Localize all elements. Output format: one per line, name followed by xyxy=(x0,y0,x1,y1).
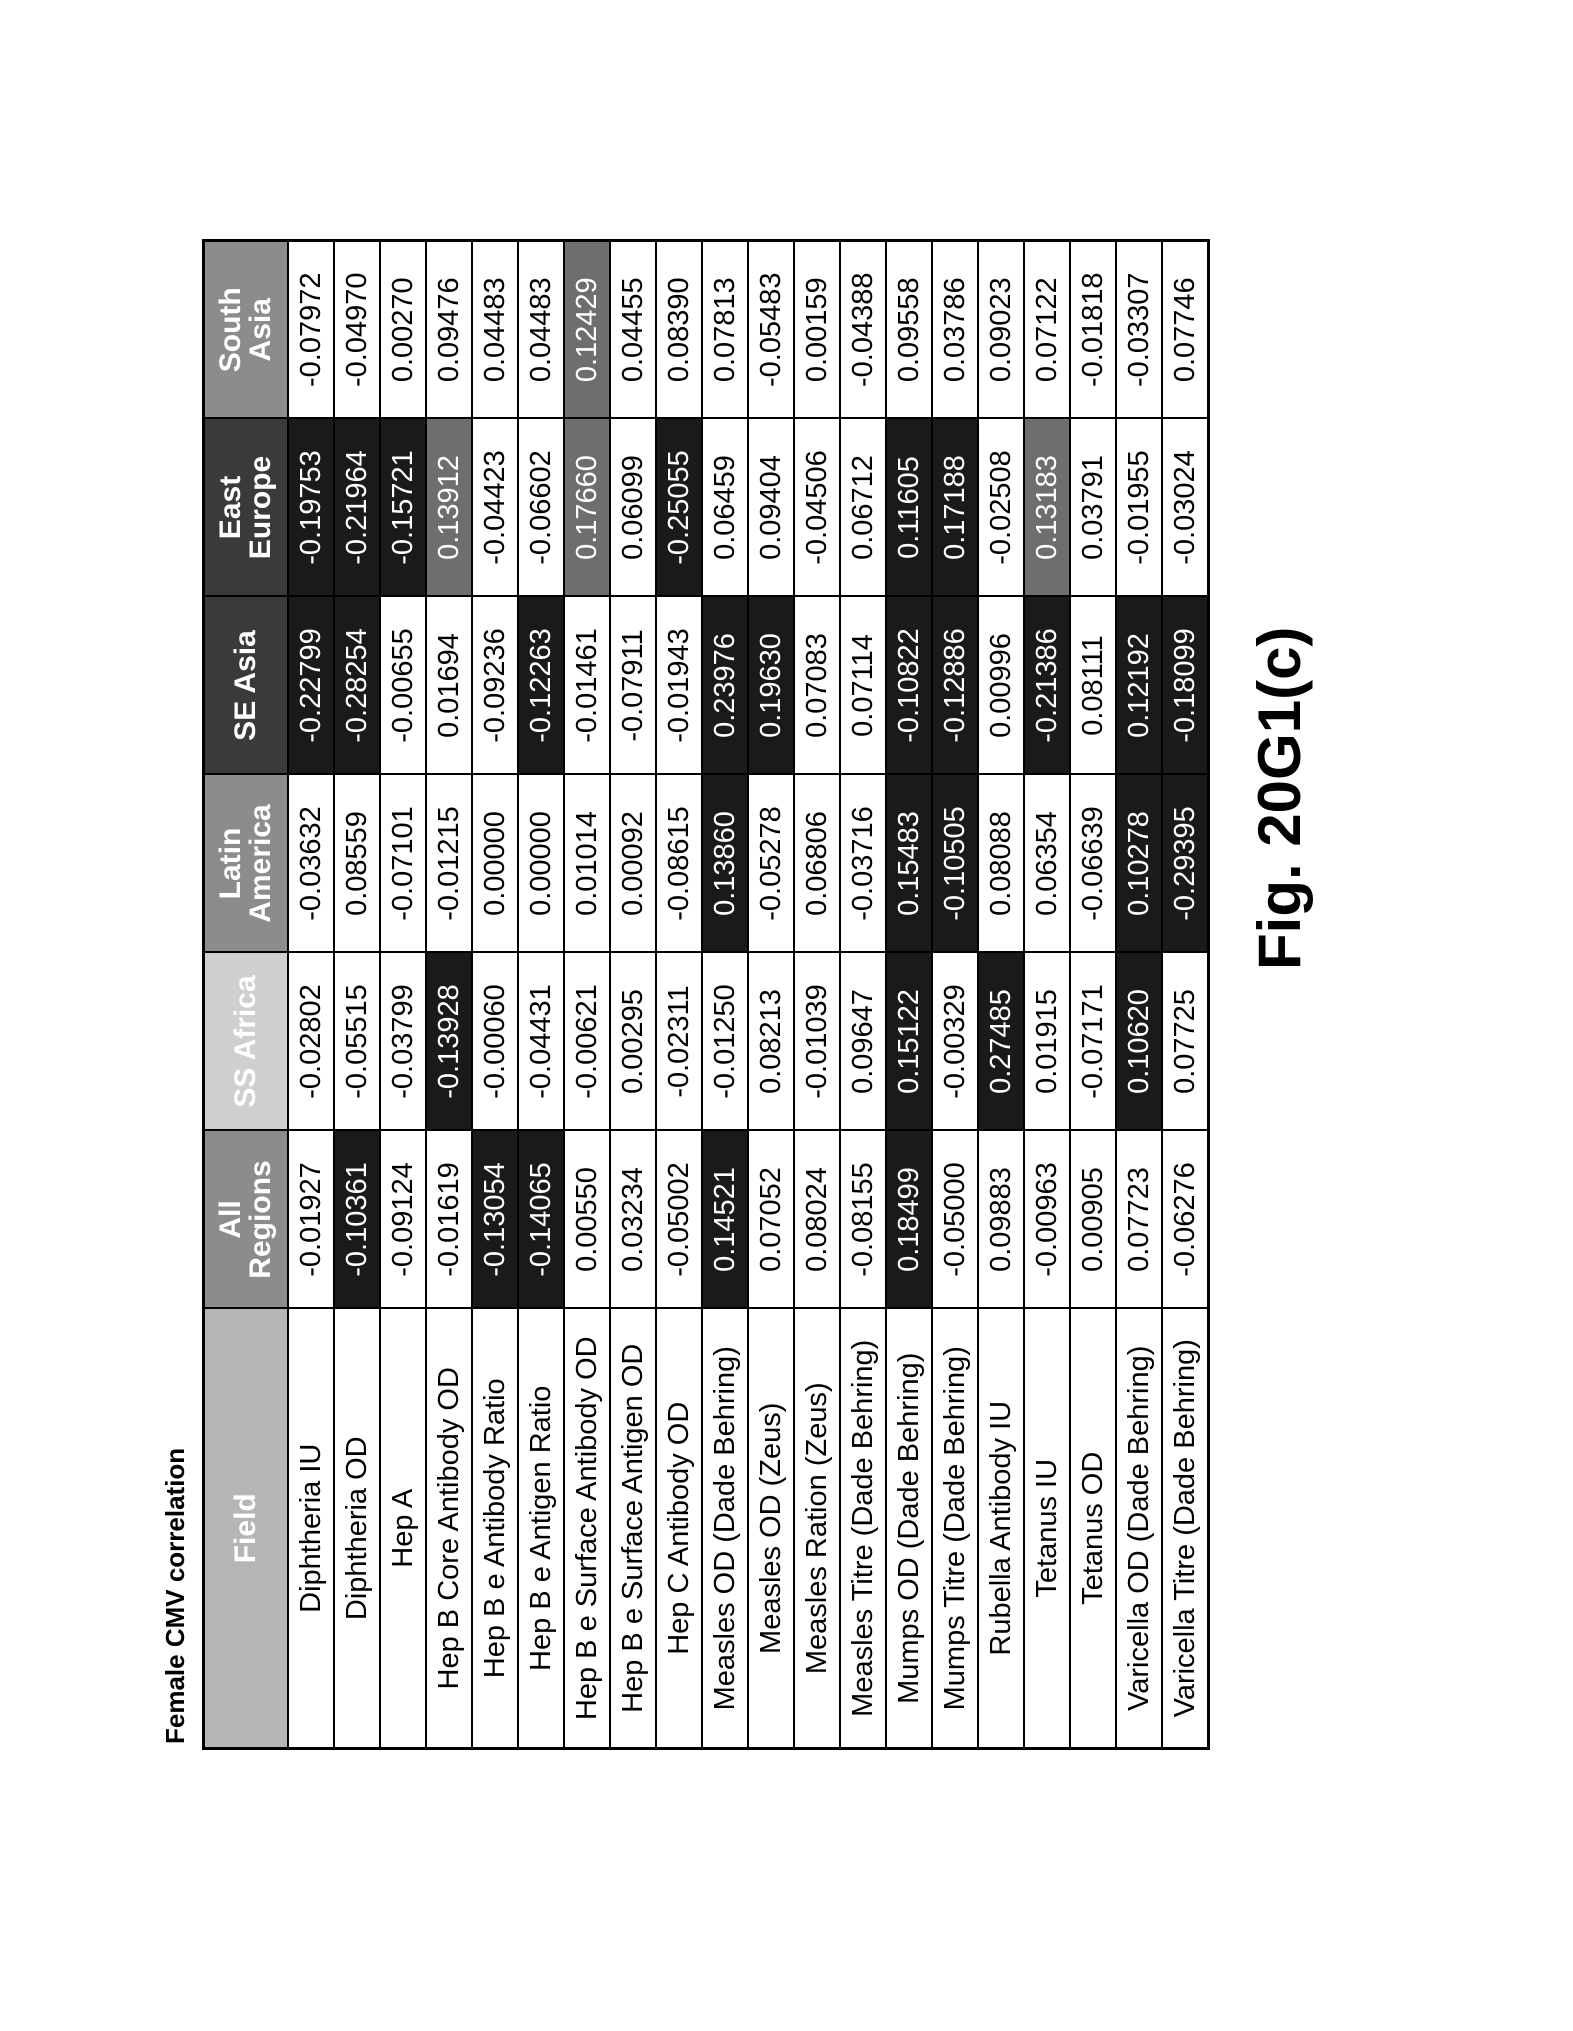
value-cell: -0.09124 xyxy=(380,1131,426,1309)
row-field-label: Diphtheria IU xyxy=(288,1309,334,1749)
value-cell: -0.10822 xyxy=(886,597,932,775)
table-row xyxy=(840,241,886,1749)
row-field-label: Measles OD (Dade Behring) xyxy=(702,1309,748,1749)
value-cell: -0.21386 xyxy=(1024,597,1070,775)
value-cell: -0.01039 xyxy=(794,953,840,1131)
value-cell: 0.00996 xyxy=(978,597,1024,775)
value-cell: 0.06459 xyxy=(702,419,748,597)
table-row xyxy=(380,241,426,1749)
value-cell: 0.09558 xyxy=(886,241,932,419)
value-cell: -0.01927 xyxy=(288,1131,334,1309)
row-field-label: Mumps Titre (Dade Behring) xyxy=(932,1309,978,1749)
value-cell: 0.08111 xyxy=(1070,597,1116,775)
value-cell: 0.01694 xyxy=(426,597,472,775)
table-row xyxy=(564,241,610,1749)
value-cell: -0.00060 xyxy=(472,953,518,1131)
value-cell: -0.01215 xyxy=(426,775,472,953)
value-cell: -0.03632 xyxy=(288,775,334,953)
header-field: Field xyxy=(204,1309,289,1749)
value-cell: 0.19630 xyxy=(748,597,794,775)
value-cell: 0.06099 xyxy=(610,419,656,597)
value-cell: -0.02802 xyxy=(288,953,334,1131)
value-cell: 0.00000 xyxy=(518,775,564,953)
header-east-europe: East Europe xyxy=(204,419,289,597)
table-row xyxy=(426,241,472,1749)
value-cell: -0.13054 xyxy=(472,1131,518,1309)
value-cell: -0.25055 xyxy=(656,419,702,597)
table-row xyxy=(1116,241,1162,1749)
value-cell: 0.06712 xyxy=(840,419,886,597)
value-cell: -0.03024 xyxy=(1162,419,1209,597)
value-cell: 0.07114 xyxy=(840,597,886,775)
value-cell: 0.00550 xyxy=(564,1131,610,1309)
value-cell: 0.09647 xyxy=(840,953,886,1131)
table-title: Female CMV correlation xyxy=(160,1447,190,1744)
header-ss-africa: SS Africa xyxy=(204,953,289,1131)
value-cell: 0.00000 xyxy=(472,775,518,953)
value-cell: 0.07723 xyxy=(1116,1131,1162,1309)
value-cell: 0.01915 xyxy=(1024,953,1070,1131)
row-field-label: Mumps OD (Dade Behring) xyxy=(886,1309,932,1749)
row-field-label: Measles OD (Zeus) xyxy=(748,1309,794,1749)
value-cell: 0.04455 xyxy=(610,241,656,419)
value-cell: 0.13860 xyxy=(702,775,748,953)
header-all-regions: All Regions xyxy=(204,1131,289,1309)
value-cell: 0.08559 xyxy=(334,775,380,953)
value-cell: 0.07122 xyxy=(1024,241,1070,419)
table-row xyxy=(932,241,978,1749)
value-cell: 0.14521 xyxy=(702,1131,748,1309)
value-cell: 0.07725 xyxy=(1162,953,1209,1131)
value-cell: 0.17188 xyxy=(932,419,978,597)
value-cell: 0.04483 xyxy=(518,241,564,419)
value-cell: -0.18099 xyxy=(1162,597,1209,775)
value-cell: 0.08390 xyxy=(656,241,702,419)
value-cell: 0.00092 xyxy=(610,775,656,953)
row-field-label: Hep A xyxy=(380,1309,426,1749)
header-south-asia: South Asia xyxy=(204,241,289,419)
value-cell: -0.00963 xyxy=(1024,1131,1070,1309)
value-cell: 0.04483 xyxy=(472,241,518,419)
row-field-label: Measles Titre (Dade Behring) xyxy=(840,1309,886,1749)
value-cell: -0.10361 xyxy=(334,1131,380,1309)
value-cell: 0.09023 xyxy=(978,241,1024,419)
value-cell: -0.05483 xyxy=(748,241,794,419)
value-cell: -0.04431 xyxy=(518,953,564,1131)
table-row xyxy=(1070,241,1116,1749)
value-cell: 0.13912 xyxy=(426,419,472,597)
value-cell: -0.21964 xyxy=(334,419,380,597)
value-cell: -0.01955 xyxy=(1116,419,1162,597)
value-cell: -0.12263 xyxy=(518,597,564,775)
value-cell: -0.00621 xyxy=(564,953,610,1131)
value-cell: -0.04423 xyxy=(472,419,518,597)
value-cell: -0.05000 xyxy=(932,1131,978,1309)
value-cell: -0.15721 xyxy=(380,419,426,597)
value-cell: -0.06276 xyxy=(1162,1131,1209,1309)
value-cell: -0.03799 xyxy=(380,953,426,1131)
value-cell: 0.15483 xyxy=(886,775,932,953)
value-cell: 0.07052 xyxy=(748,1131,794,1309)
row-field-label: Measles Ration (Zeus) xyxy=(794,1309,840,1749)
header-row xyxy=(204,241,289,1749)
table-row xyxy=(978,241,1024,1749)
correlation-table xyxy=(202,239,1210,1750)
value-cell: 0.27485 xyxy=(978,953,1024,1131)
value-cell: -0.07101 xyxy=(380,775,426,953)
value-cell: -0.05002 xyxy=(656,1131,702,1309)
table-row xyxy=(472,241,518,1749)
value-cell: -0.07972 xyxy=(288,241,334,419)
row-field-label: Hep B Core Antibody OD xyxy=(426,1309,472,1749)
row-field-label: Tetanus IU xyxy=(1024,1309,1070,1749)
row-field-label: Hep B e Surface Antigen OD xyxy=(610,1309,656,1749)
header-latin-america: Latin America xyxy=(204,775,289,953)
value-cell: 0.09883 xyxy=(978,1131,1024,1309)
table-row xyxy=(886,241,932,1749)
value-cell: 0.00295 xyxy=(610,953,656,1131)
value-cell: -0.09236 xyxy=(472,597,518,775)
value-cell: 0.06354 xyxy=(1024,775,1070,953)
value-cell: -0.14065 xyxy=(518,1131,564,1309)
table-row xyxy=(656,241,702,1749)
value-cell: -0.06639 xyxy=(1070,775,1116,953)
value-cell: -0.03307 xyxy=(1116,241,1162,419)
row-field-label: Hep B e Antibody Ratio xyxy=(472,1309,518,1749)
value-cell: -0.01461 xyxy=(564,597,610,775)
value-cell: 0.07083 xyxy=(794,597,840,775)
value-cell: -0.01619 xyxy=(426,1131,472,1309)
value-cell: 0.03234 xyxy=(610,1131,656,1309)
value-cell: 0.08213 xyxy=(748,953,794,1131)
table-row xyxy=(1162,241,1209,1749)
row-field-label: Hep B e Antigen Ratio xyxy=(518,1309,564,1749)
figure-caption: Fig. 20G1(c) xyxy=(1246,626,1313,970)
value-cell: 0.00270 xyxy=(380,241,426,419)
value-cell: -0.02508 xyxy=(978,419,1024,597)
value-cell: -0.01250 xyxy=(702,953,748,1131)
value-cell: 0.12429 xyxy=(564,241,610,419)
value-cell: -0.05515 xyxy=(334,953,380,1131)
value-cell: 0.08024 xyxy=(794,1131,840,1309)
value-cell: 0.15122 xyxy=(886,953,932,1131)
table-row xyxy=(748,241,794,1749)
table-row xyxy=(334,241,380,1749)
value-cell: 0.12192 xyxy=(1116,597,1162,775)
value-cell: -0.01943 xyxy=(656,597,702,775)
rotated-page xyxy=(160,20,1360,1780)
value-cell: -0.04388 xyxy=(840,241,886,419)
value-cell: -0.10505 xyxy=(932,775,978,953)
table-row xyxy=(518,241,564,1749)
value-cell: 0.09476 xyxy=(426,241,472,419)
row-field-label: Rubella Antibody IU xyxy=(978,1309,1024,1749)
value-cell: -0.00655 xyxy=(380,597,426,775)
value-cell: -0.08615 xyxy=(656,775,702,953)
header-se-asia: SE Asia xyxy=(204,597,289,775)
value-cell: 0.18499 xyxy=(886,1131,932,1309)
value-cell: -0.04970 xyxy=(334,241,380,419)
value-cell: 0.00159 xyxy=(794,241,840,419)
value-cell: 0.01014 xyxy=(564,775,610,953)
value-cell: 0.17660 xyxy=(564,419,610,597)
value-cell: 0.09404 xyxy=(748,419,794,597)
value-cell: -0.29395 xyxy=(1162,775,1209,953)
row-field-label: Hep C Antibody OD xyxy=(656,1309,702,1749)
value-cell: 0.23976 xyxy=(702,597,748,775)
value-cell: -0.12886 xyxy=(932,597,978,775)
table-row xyxy=(288,241,334,1749)
value-cell: 0.07813 xyxy=(702,241,748,419)
value-cell: 0.10278 xyxy=(1116,775,1162,953)
table-row xyxy=(1024,241,1070,1749)
value-cell: 0.03786 xyxy=(932,241,978,419)
value-cell: 0.07746 xyxy=(1162,241,1209,419)
row-field-label: Diphtheria OD xyxy=(334,1309,380,1749)
value-cell: -0.03716 xyxy=(840,775,886,953)
value-cell: 0.00905 xyxy=(1070,1131,1116,1309)
table-body xyxy=(288,241,1209,1749)
value-cell: 0.10620 xyxy=(1116,953,1162,1131)
value-cell: -0.04506 xyxy=(794,419,840,597)
value-cell: -0.22799 xyxy=(288,597,334,775)
value-cell: -0.07171 xyxy=(1070,953,1116,1131)
table-row xyxy=(794,241,840,1749)
row-field-label: Tetanus OD xyxy=(1070,1309,1116,1749)
value-cell: -0.07911 xyxy=(610,597,656,775)
table-row xyxy=(702,241,748,1749)
value-cell: -0.01818 xyxy=(1070,241,1116,419)
value-cell: -0.02311 xyxy=(656,953,702,1131)
value-cell: -0.28254 xyxy=(334,597,380,775)
value-cell: 0.13183 xyxy=(1024,419,1070,597)
table-row xyxy=(610,241,656,1749)
value-cell: -0.13928 xyxy=(426,953,472,1131)
value-cell: -0.19753 xyxy=(288,419,334,597)
value-cell: 0.11605 xyxy=(886,419,932,597)
value-cell: 0.03791 xyxy=(1070,419,1116,597)
row-field-label: Varicella Titre (Dade Behring) xyxy=(1162,1309,1209,1749)
row-field-label: Varicella OD (Dade Behring) xyxy=(1116,1309,1162,1749)
value-cell: 0.06806 xyxy=(794,775,840,953)
value-cell: -0.08155 xyxy=(840,1131,886,1309)
value-cell: -0.05278 xyxy=(748,775,794,953)
value-cell: 0.08088 xyxy=(978,775,1024,953)
value-cell: -0.06602 xyxy=(518,419,564,597)
value-cell: -0.00329 xyxy=(932,953,978,1131)
row-field-label: Hep B e Surface Antibody OD xyxy=(564,1309,610,1749)
